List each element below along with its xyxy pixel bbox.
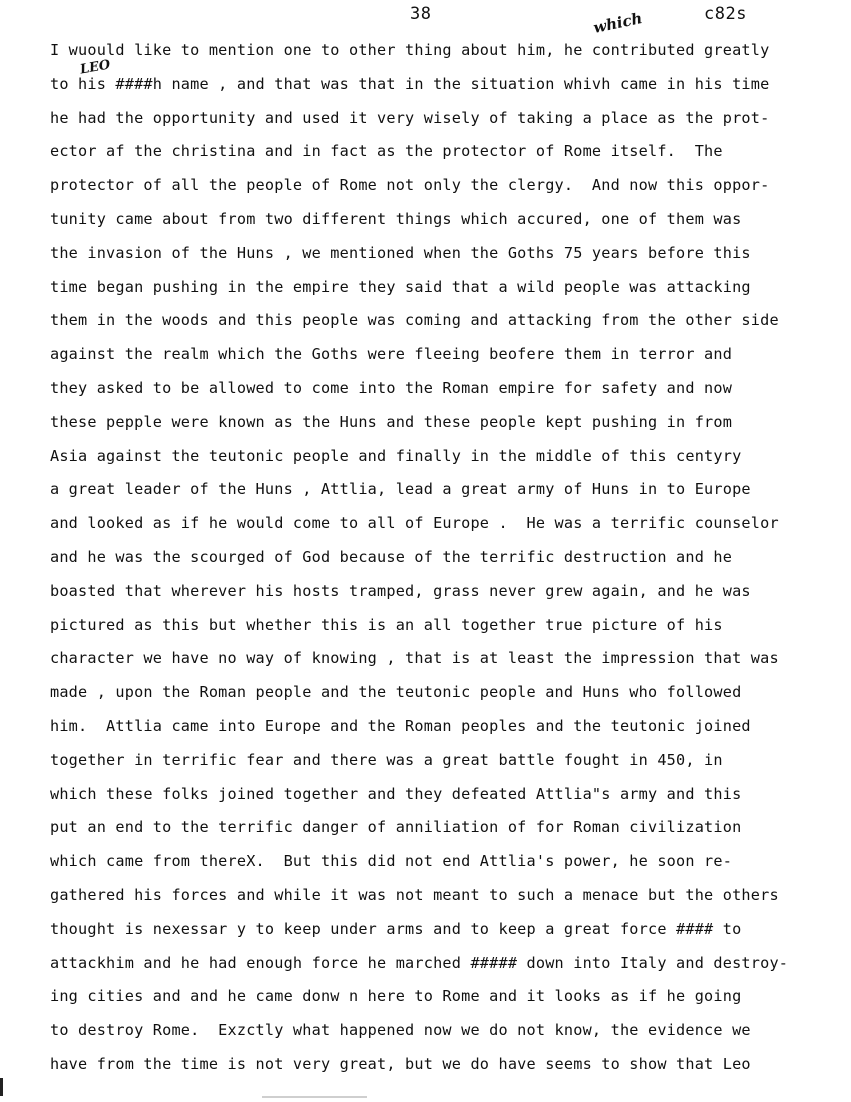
text-line: made , upon the Roman people and the teutonic people and Huns who followed: [50, 683, 742, 702]
text-line: ector af the christina and in fact as the protector of Rome itself. The: [50, 142, 723, 161]
text-line: to his ####h name , and that was that in the situation whivh came in his time: [50, 74, 770, 93]
text-line: gathered his forces and while it was not meant to such a menace but the others: [50, 885, 779, 904]
text-line: which these folks joined together and they defeated Attlia"s army and this: [50, 784, 742, 803]
text-line: attackhim and he had enough force he marched ##### down into Italy and destroy-: [50, 953, 789, 972]
text-line: and he was the scourged of God because of the terrific destruction and he: [50, 547, 733, 566]
text-line: have from the time is not very great, but we do have seems to show that Leo: [50, 1054, 751, 1073]
typewritten-body: [50, 34, 840, 1082]
text-line: them in the woods and this people was coming and attacking from the other side: [50, 311, 779, 330]
text-line: protector of all the people of Rome not only the clergy. And now this oppor-: [50, 176, 770, 195]
text-line: to destroy Rome. Exzctly what happened now we do not know, the evidence we: [50, 1021, 751, 1040]
text-line: and looked as if he would come to all of Europe . He was a terrific counselor: [50, 514, 779, 533]
text-line: against the realm which the Goths were fleeing beofere them in terror and: [50, 345, 733, 364]
document-code: c82s: [704, 4, 747, 24]
text-line: him. Attlia came into Europe and the Roman peoples and the teutonic joined: [50, 716, 751, 735]
text-line: time began pushing in the empire they said that a wild people was attacking: [50, 277, 751, 296]
text-line: pictured as this but whether this is an all together true picture of his: [50, 615, 723, 634]
text-line: together in terrific fear and there was a great battle fought in 450, in: [50, 750, 723, 769]
handwritten-insertion-which: which: [591, 9, 644, 37]
text-line: Asia against the teutonic people and finally in the middle of this centyry: [50, 446, 742, 465]
text-line: boasted that wherever his hosts tramped, grass never grew again, and he was: [50, 581, 751, 600]
text-line: the invasion of the Huns , we mentioned when the Goths 75 years before this: [50, 243, 751, 262]
text-line: which came from thereX. But this did not end Attlia's power, he soon re-: [50, 852, 733, 871]
text-line: he had the opportunity and used it very wisely of taking a place as the prot-: [50, 108, 770, 127]
text-line: these pepple were known as the Huns and these people kept pushing in from: [50, 412, 733, 431]
text-line: I wuould like to mention one to other thing about him, he contributed greatly: [50, 41, 770, 59]
text-line: thought is nexessar y to keep under arms and to keep a great force #### to: [50, 919, 742, 938]
text-line: ing cities and and he came donw n here to Rome and it looks as if he going: [50, 987, 742, 1006]
text-line: put an end to the terrific danger of anniliation of for Roman civilization: [50, 818, 742, 837]
text-line: character we have no way of knowing , that is at least the impression that was: [50, 649, 779, 668]
text-line: tunity came about from two different things which accured, one of them was: [50, 209, 742, 228]
text-line: they asked to be allowed to come into the Roman empire for safety and now: [50, 378, 733, 397]
scan-edge-mark: [0, 1078, 3, 1096]
handwritten-insertion-leo: LEO: [78, 57, 112, 78]
text-line: a great leader of the Huns , Attlia, lead a great army of Huns in to Europe: [50, 480, 751, 499]
page-number: 38: [410, 4, 432, 24]
scan-smudge: [262, 1096, 367, 1098]
